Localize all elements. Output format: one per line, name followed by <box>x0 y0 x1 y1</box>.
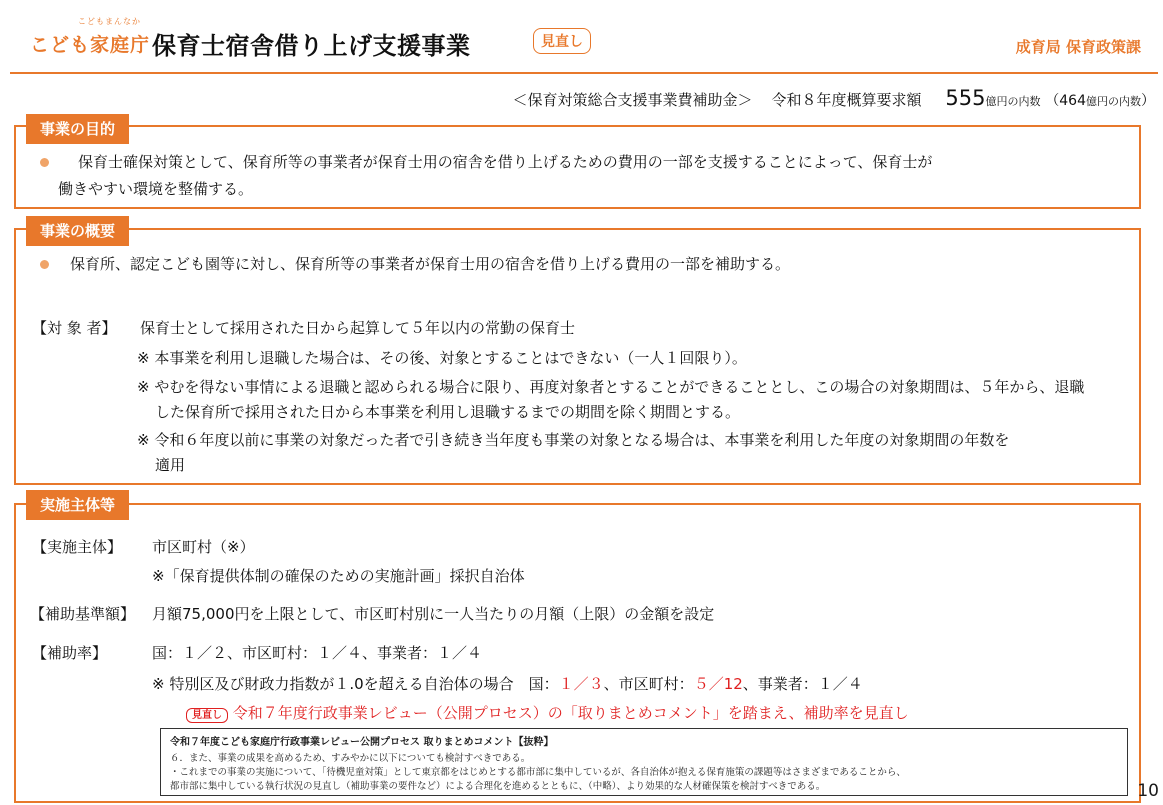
budget-summary <box>512 86 1155 110</box>
prev-budget-unit: 億円の内数 <box>1086 95 1141 108</box>
prev-open: （ <box>1045 93 1060 109</box>
rate-national-revised: １／３ <box>558 675 604 693</box>
entity-note: ※「保育提供体制の確保のための実施計画」採択自治体 <box>152 567 525 585</box>
entity-text: 市区町村（※） <box>152 538 255 556</box>
bureau-name: 成育局 保育政策課 <box>1015 38 1141 56</box>
entity-label: 【実施主体】 <box>32 538 123 556</box>
target-label: 【対 象 者】 <box>32 319 117 337</box>
target-note-1: ※ 本事業を利用し退職した場合は、その後、対象とすることはできない（一人１回限り）。 <box>137 349 747 367</box>
page-title: 保育士宿舎借り上げ支援事業 <box>152 32 471 60</box>
review-note <box>186 702 909 723</box>
agency-logo: こども家庭庁 <box>30 34 151 56</box>
review-badge: 見直し <box>533 28 591 54</box>
comment-line-3: 都市部に集中している執行状況の見直し（補助事業の要件など）による合理化を進めるとともに、（中略）、より効果的な人材確保策を検討すべきである。 <box>170 781 826 792</box>
prev-close: ） <box>1141 93 1155 109</box>
purpose-line-2: 働きやすい環境を整備する。 <box>58 180 254 198</box>
review-text: 令和７年度行政事業レビュー（公開プロセス）の「取りまとめコメント」を踏まえ、補助率を見直し <box>232 704 909 722</box>
purpose-line-1: 保育士確保対策として、保育所等の事業者が保育士用の宿舎を借り上げるための費用の一部を支援することによって、保育士が <box>78 153 933 171</box>
rate-text: 国：１／２、市区町村：１／４、事業者：１／４ <box>152 644 483 662</box>
header-divider <box>10 72 1158 74</box>
rate-municipal-revised: ５／12 <box>693 675 743 693</box>
purpose-heading: 事業の目的 <box>26 114 129 144</box>
rate-note-mid: 、市区町村： <box>603 675 694 693</box>
standard-text: 月額75,000円を上限として、市区町村別に一人当たりの月額（上限）の金額を設定 <box>152 605 715 623</box>
comment-line-1: ６．また、事業の成果を高めるため、すみやかに以下についても検討すべきである。 <box>170 753 531 764</box>
budget-request-label: 令和８年度概算要求額 <box>771 91 922 109</box>
implementation-heading: 実施主体等 <box>26 490 129 520</box>
target-note-2a: ※ やむを得ない事情による退職と認められる場合に限り、再度対象者とすることができることとし、この場合の対象期間は、５年から、退職 <box>137 378 1085 396</box>
logo-tagline: こどもまんなか <box>78 17 141 26</box>
bullet-icon <box>40 158 49 167</box>
standard-label: 【補助基準額】 <box>30 605 136 623</box>
target-note-3a: ※ 令和６年度以前に事業の対象だった者で引き続き当年度も事業の対象となる場合は、本事業を利用した年度の対象期間の年数を <box>137 431 1010 449</box>
comment-line-2: ・これまでの事業の実施について、「待機児童対策」として東京都をはじめとする都市部に集中しているが、各自治体が抱える保育施策の課題等はさまざまであることから、 <box>170 767 906 778</box>
prev-budget-amount: 464 <box>1059 93 1086 109</box>
target-note-3b: 適用 <box>155 456 186 474</box>
rate-note-prefix: ※ 特別区及び財政力指数が１.0を超える自治体の場合 国： <box>152 675 559 693</box>
bullet-icon <box>40 260 49 269</box>
budget-amount: 555 <box>945 86 986 110</box>
subsidy-name: ＜保育対策総合支援事業費補助金＞ <box>512 91 753 109</box>
rate-note <box>152 673 863 694</box>
overview-bullet: 保育所、認定こども園等に対し、保育所等の事業者が保育士用の宿舎を借り上げる費用の一部を補助する。 <box>70 255 791 273</box>
overview-heading: 事業の概要 <box>26 216 129 246</box>
comment-title: 令和７年度こども家庭庁行政事業レビュー公開プロセス 取りまとめコメント【抜粋】 <box>170 737 554 748</box>
target-note-2b: した保育所で採用された日から本事業を利用し退職するまでの期間を除く期間とする。 <box>155 403 741 421</box>
target-text: 保育士として採用された日から起算して５年以内の常勤の保育士 <box>140 319 576 337</box>
review-badge-small: 見直し <box>186 708 228 723</box>
page-number: 10 <box>1137 781 1159 801</box>
rate-note-suffix: 、事業者：１／４ <box>742 675 863 693</box>
rate-label: 【補助率】 <box>32 644 108 662</box>
budget-unit: 億円の内数 <box>985 95 1041 108</box>
